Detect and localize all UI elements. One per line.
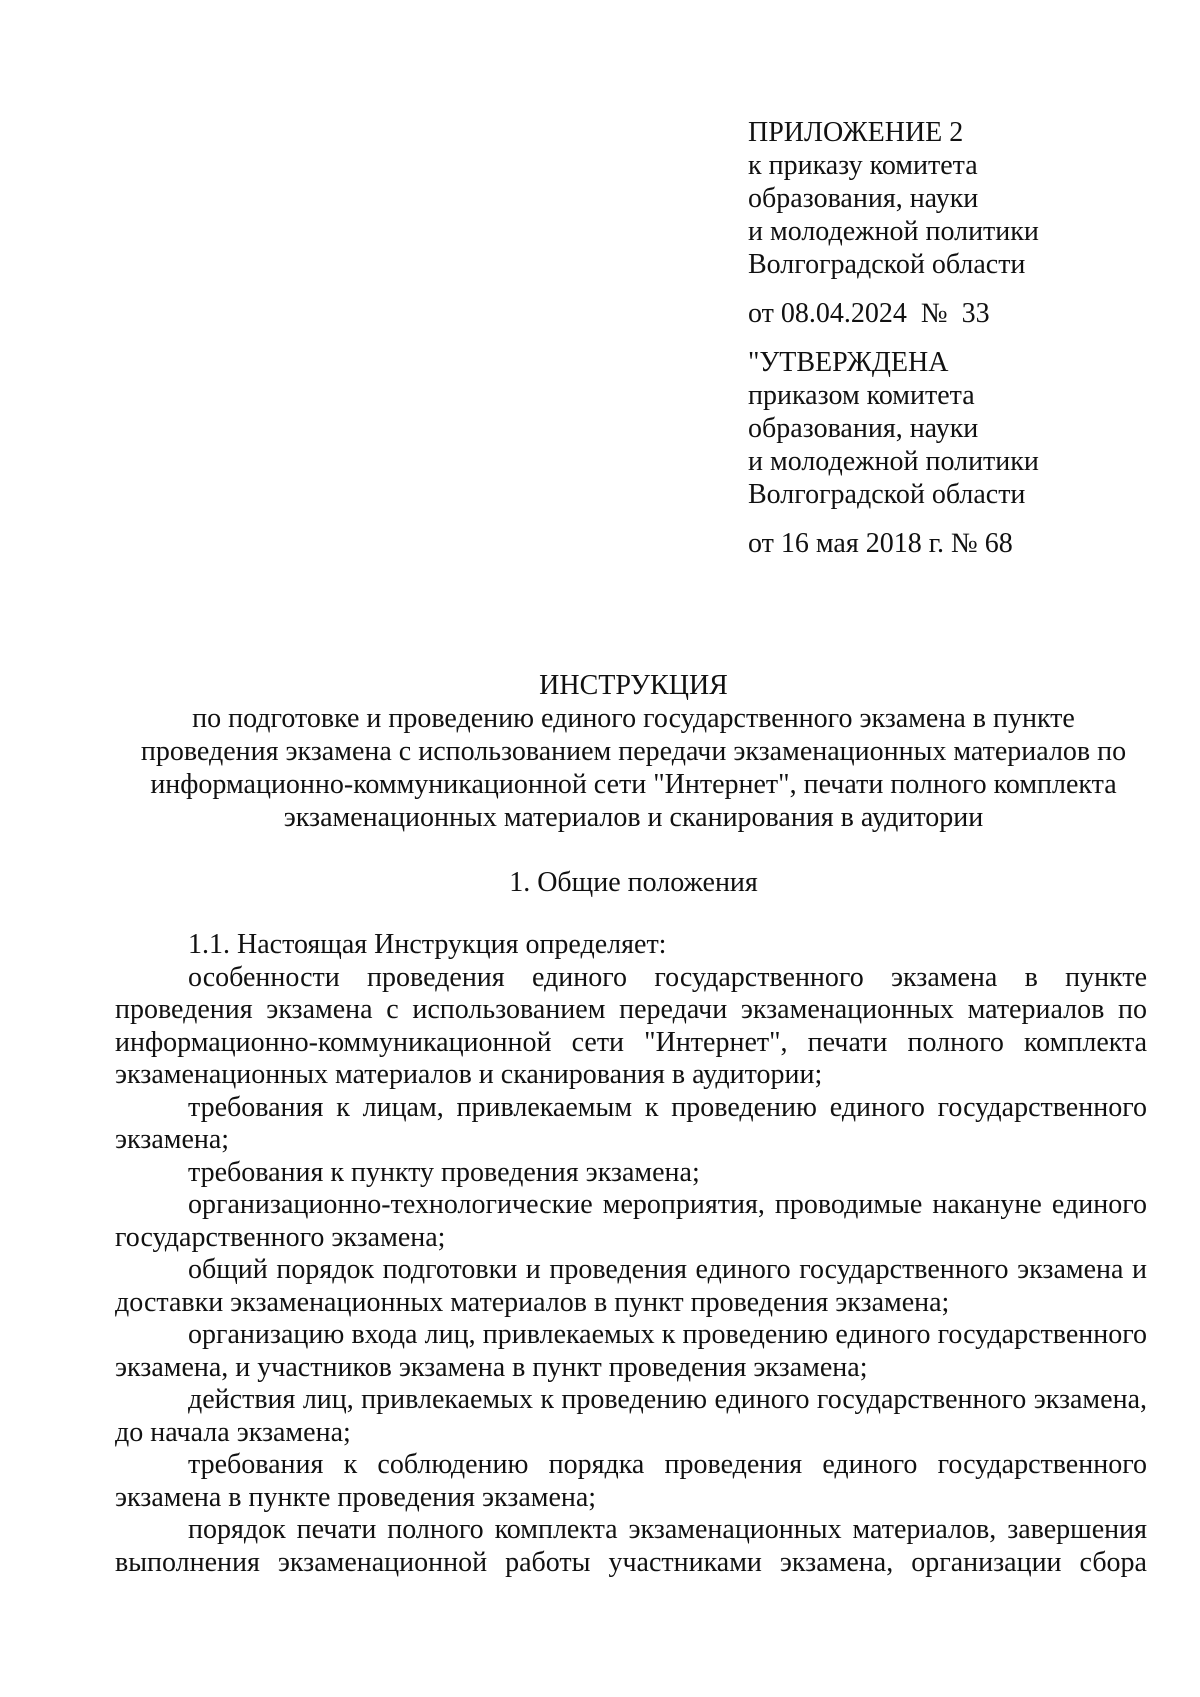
paragraph: организацию входа лиц, привлекаемых к проведению единого государственного экзамена, и участников экзамена в пункт проведения экзамена; bbox=[115, 1319, 1147, 1383]
paragraph: общий порядок подготовки и проведения единого государственного экзамена и доставки экзаменационных материалов в пункт проведения экзамена; bbox=[115, 1254, 1147, 1318]
title-line: информационно-коммуникационной сети "Интернет", печати полного комплекта bbox=[150, 769, 1117, 800]
title-heading: ИНСТРУКЦИЯ bbox=[539, 670, 728, 701]
paragraph: 1.1. Настоящая Инструкция определяет: bbox=[188, 929, 667, 960]
paragraph: требования к пункту проведения экзамена; bbox=[188, 1156, 700, 1188]
title-line: экзаменационных материалов и сканирования в аудитории bbox=[283, 802, 984, 833]
paragraph: особенности проведения единого государственного экзамена в пункте проведения экзамена с использованием передачи экзаменационных материалов по информационно-коммуникационной сети "Интернет", печати полного комплекта экзаменационных материалов и сканирования в аудитории; bbox=[115, 961, 1147, 1090]
approved-line: образования, науки bbox=[748, 413, 979, 444]
appendix-line: к приказу комитета bbox=[748, 150, 978, 181]
appendix-heading: ПРИЛОЖЕНИЕ 2 bbox=[748, 117, 964, 148]
paragraph: организационно-технологические мероприятия, проводимые накануне единого государственного экзамена; bbox=[115, 1189, 1147, 1253]
paragraph: требования к лицам, привлекаемым к проведению единого государственного экзамена; bbox=[115, 1091, 1147, 1155]
appendix-block bbox=[748, 116, 1148, 560]
body-text bbox=[115, 929, 1147, 1579]
appendix-line: и молодежной политики bbox=[748, 216, 1039, 247]
appendix-line: Волгоградской области bbox=[748, 249, 1026, 280]
approved-order-ref: от 16 мая 2018 г. № 68 bbox=[748, 528, 1013, 559]
approved-line: Волгоградской области bbox=[748, 479, 1026, 510]
paragraph: действия лиц, привлекаемых к проведению единого государственного экзамена, до начала экзамена; bbox=[115, 1384, 1147, 1448]
approved-line: приказом комитета bbox=[748, 380, 975, 411]
appendix-order-ref: от 08.04.2024 № 33 bbox=[748, 298, 990, 329]
title-line: проведения экзамена с использованием передачи экзаменационных материалов по bbox=[140, 736, 1127, 767]
section-heading: 1. Общие положения bbox=[509, 867, 758, 898]
paragraph: требования к соблюдению порядка проведения единого государственного экзамена в пункте проведения экзамена; bbox=[115, 1449, 1147, 1513]
approved-line: и молодежной политики bbox=[748, 446, 1039, 477]
appendix-line: образования, науки bbox=[748, 183, 979, 214]
document-title bbox=[120, 669, 1147, 834]
paragraph: порядок печати полного комплекта экзаменационных материалов, завершения выполнения экзаменационной работы участниками экзамена, организации сбора bbox=[115, 1514, 1147, 1578]
approved-heading: "УТВЕРЖДЕНА bbox=[748, 347, 949, 378]
title-line: по подготовке и проведению единого государственного экзамена в пункте bbox=[192, 703, 1075, 734]
